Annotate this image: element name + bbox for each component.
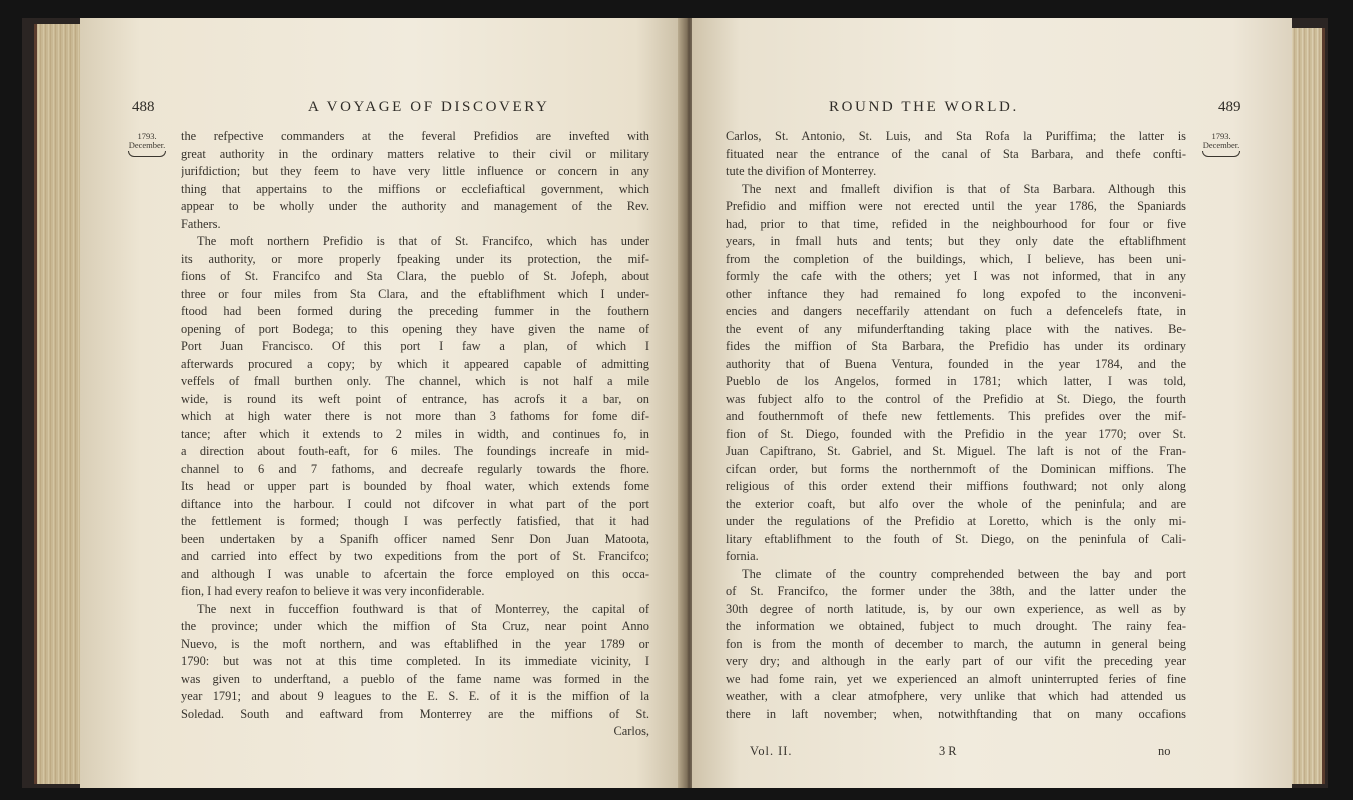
text-line: fornia. <box>726 549 759 563</box>
text-line: religious of this order extend their miffions fouthward; not only along <box>726 479 1186 493</box>
margin-month: December. <box>128 140 166 150</box>
text-line: fituated near the entrance of the canal of Sta Barbara, and thefe confti- <box>726 146 1186 161</box>
text-line: The climate of the country comprehended between the bay and port <box>742 566 1186 581</box>
volume-label: Vol. II. <box>750 744 793 758</box>
text-line: jurifdiction; but they feem to have very little influence or concern in any <box>181 164 649 178</box>
text-line: we had fome rain, yet we experienced an almoft uninterrupted feries of fine <box>726 671 1186 686</box>
text-line: fion of St. Diego, founded with the Prefidio in the year 1770; over St. <box>726 426 1186 441</box>
text-line: cifcan order, but forms the northernmoft of the Dominican miffions. The <box>726 461 1186 476</box>
text-line: Port Juan Francisco. Of this port I faw a plan, of which I <box>181 339 649 353</box>
margin-brace <box>128 151 166 157</box>
text-line: the event of any mifunderftanding taking place with the natives. Be- <box>726 321 1186 336</box>
text-line: was given to underftand, a pueblo of the fame name was formed in the <box>181 671 649 686</box>
text-line: afterwards procured a copy; by which it appeared capable of admitting <box>181 356 649 371</box>
text-line: fides the miffion of Sta Barbara, the Prefidio has under its ordinary <box>726 339 1186 353</box>
page-body-text <box>181 128 649 741</box>
margin-date-note <box>1199 132 1243 157</box>
page-number: 489 <box>1218 99 1241 115</box>
catchword: no <box>1158 744 1171 758</box>
text-line: had, prior to that time, refided in the neighbourhood for four or five <box>726 216 1186 231</box>
text-line: litary eftablifhment to the fouth of St. Diego, on the peninfula of Cali- <box>726 531 1186 546</box>
text-line: and fouthernmoft of thefe new fettlements. This prefides over the mif- <box>726 409 1186 423</box>
text-line: thing that appertains to the miffions or ecclefiaftical government, which <box>181 181 649 196</box>
text-line: Nuevo, is the moft northern, and was eftablifhed in the year 1789 or <box>181 636 649 651</box>
text-line: fion, I had every reafon to believe it was very inconfiderable. <box>181 584 485 598</box>
left-page <box>80 18 684 788</box>
text-line: the information we obtained, fubject to much drought. The rainy fea- <box>726 619 1186 633</box>
text-line: Fathers. <box>181 216 221 231</box>
text-line: appear to be wholly under the authority and management of the Rev. <box>181 199 649 213</box>
book-spread <box>22 18 1328 788</box>
text-line: Pueblo de los Angelos, formed in 1781; which latter, I was told, <box>726 374 1186 388</box>
running-head: ROUND THE WORLD. <box>829 99 1019 115</box>
page-number: 488 <box>132 99 155 115</box>
text-line: and carried into effect by two expeditions from the port of St. Francifco; <box>181 549 649 563</box>
margin-brace <box>1202 151 1240 157</box>
text-line: of St. Francifco, the former under the 38th, and the latter under the <box>726 584 1186 598</box>
margin-year: 1793. <box>1211 131 1231 141</box>
text-line: was fubject alfo to the control of the Prefidio at St. Diego, the fourth <box>726 391 1186 406</box>
text-line: Soledad. South and eaftward from Monterrey are the miffions of St. <box>181 706 649 721</box>
text-line: fions of St. Francifco and Sta Clara, the pueblo of St. Jofeph, about <box>181 269 649 283</box>
text-line: other inftance they had remained fo long expofed to the inconveni- <box>726 286 1186 301</box>
margin-year: 1793. <box>137 131 157 141</box>
text-line: the refpective commanders at the feveral Prefidios are invefted with <box>181 129 649 143</box>
signature-mark: 3 R <box>939 744 957 758</box>
text-line: 30th degree of north latitude, is, by our own experience, as well as by <box>726 601 1186 616</box>
text-line: fon is from the month of december to march, the autumn in general being <box>726 636 1186 651</box>
text-line: Its head or upper part is bounded by fhoal water, which extends fome <box>181 479 649 493</box>
text-line: The moft northern Prefidio is that of St. Francifco, which has under <box>197 234 649 248</box>
text-line: and although I was unable to afcertain the force employed on this occa- <box>181 566 649 581</box>
text-line: three or four miles from Sta Clara, and the eftablifhment which I under- <box>181 286 649 301</box>
text-line: Prefidio and miffion were not erected until the year 1786, the Spaniards <box>726 199 1186 213</box>
text-line: authority that of Buena Ventura, founded in the year 1784, and the <box>726 356 1186 371</box>
text-line: Juan Capiftrano, St. Gabriel, and St. Miguel. The laft is not of the Fran- <box>726 444 1186 458</box>
text-line: Carlos, <box>613 724 649 738</box>
text-line: weather, with a clear atmofphere, very unlike that which had attended us <box>726 689 1186 703</box>
text-line: the fettlement is formed; though I was perfectly fatisfied, that it had <box>181 514 649 528</box>
text-line: tance; after which it extends to 2 miles in width, and continues fo, in <box>181 426 649 441</box>
text-line: years, in fmall huts and tents; but they only date the eftablifhment <box>726 234 1186 248</box>
text-line: very dry; and although in the early part of our vifit the preceding year <box>726 654 1186 668</box>
text-line: been undertaken by a Spanifh officer named Senr Don Juan Matoota, <box>181 531 649 546</box>
text-line: The next and fmalleft divifion is that of Sta Barbara. Although this <box>742 181 1186 196</box>
margin-date-note <box>125 132 169 157</box>
text-line: Carlos, St. Antonio, St. Luis, and Sta Rofa la Puriffima; the latter is <box>726 129 1186 143</box>
text-line: 1790: but was not at this time completed. In its immediate vicinity, I <box>181 654 649 668</box>
text-line: which at high water there is not more than 3 fathoms for fome dif- <box>181 409 649 423</box>
text-line: The next in fucceffion fouthward is that of Monterrey, the capital of <box>197 601 649 616</box>
page-body-text <box>726 128 1186 723</box>
right-page <box>692 18 1292 788</box>
text-line: there in laft november; when, notwithftanding that on many occafions <box>726 706 1186 721</box>
text-line: encies and dangers neceffarily attendant on fuch a defencelefs ftate, in <box>726 304 1186 318</box>
margin-month: December. <box>1202 140 1240 150</box>
text-line: channel to 6 and 7 fathoms, and decreafe regularly towards the fhore. <box>181 461 649 476</box>
text-line: great authority in the ordinary matters relative to their civil or military <box>181 146 649 161</box>
text-line: a direction about fouth-eaft, for 6 miles. The foundings increafe in mid- <box>181 444 649 458</box>
text-line: the province; under which the miffion of Sta Cruz, near point Anno <box>181 619 649 633</box>
text-line: under the regulations of the Prefidio at Loretto, which is the only mi- <box>726 514 1186 528</box>
text-line: ftood had been formed during the preceding fummer in the fouthern <box>181 304 649 318</box>
text-line: opening of port Bodega; to this opening they have given the name of <box>181 321 649 336</box>
text-line: formly the cafe with the others; yet I was not informed, that in any <box>726 269 1186 283</box>
text-line: diftance into the harbour. I could not difcover in what part of the port <box>181 496 649 511</box>
text-line: its authority, or more properly fpeaking under its protection, the mif- <box>181 251 649 266</box>
text-line: tute the divifion of Monterrey. <box>726 164 877 178</box>
text-line: veffels of fmall burthen only. The channel, which is not half a mile <box>181 374 649 388</box>
text-line: wide, is round its weft point of entrance, has acrofs it a bar, on <box>181 391 649 406</box>
text-line: from the completion of the buildings, which, I believe, has been uni- <box>726 251 1186 266</box>
text-line: the exterior coaft, but alfo over the whole of the peninfula; and are <box>726 496 1186 511</box>
text-line: year 1791; and about 9 leagues to the E. S. E. of it is the miffion of la <box>181 689 649 703</box>
running-head: A VOYAGE OF DISCOVERY <box>308 99 550 115</box>
